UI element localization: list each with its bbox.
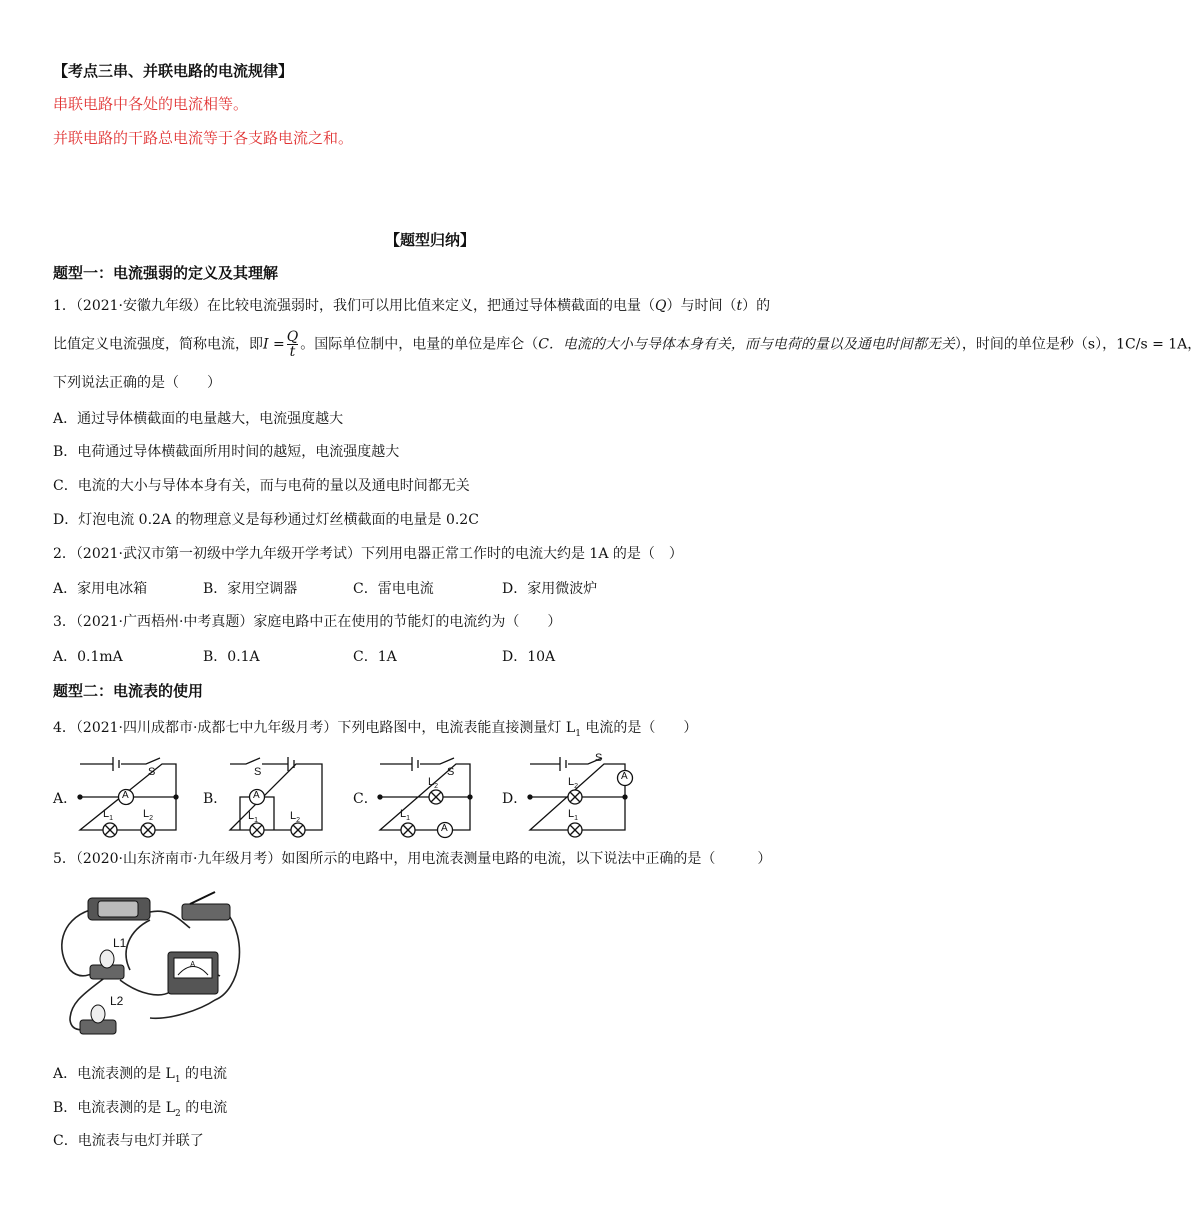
q5-option-b: B．电流表测的是 $L_2$ 的电流 bbox=[53, 1100, 228, 1119]
q1-line2: 比值定义电流强度，简称电流，即I = $\frac{Q}{t}$ 。国际单位制中，电量的单位是库仑（C．电流的大小与导体本身有关，而与电荷的量以及通电时间都无关），时间的单位是秒（s），1C/s = 1A， bbox=[53, 329, 1201, 360]
q3-option-b: B．0.1A bbox=[203, 649, 260, 665]
q3-stem: 3．（2021·广西梧州·中考真题）家庭电路中正在使用的节能灯的电流约为（ ） bbox=[53, 614, 562, 630]
q2-option-b: B．家用空调器 bbox=[203, 581, 298, 597]
q4-label-d: D． bbox=[502, 791, 528, 807]
series-rule: 串联电路中各处的电流相等。 bbox=[53, 95, 249, 113]
q4-label-a: A． bbox=[53, 791, 78, 807]
formula-fraction: $\frac{Q}{t}$ bbox=[286, 329, 299, 360]
q3-option-a: A．0.1mA bbox=[53, 649, 123, 665]
type1-title: 题型一：电流强弱的定义及其理解 bbox=[53, 264, 279, 282]
q4-label-b: B． bbox=[203, 791, 228, 807]
q1-line1: 1．（2021·安徽九年级）在比较电流强弱时，我们可以用比值来定义，把通过导体横截面的电量（Q）与时间（t）的 bbox=[53, 298, 771, 314]
q1-option-d: D．灯泡电流 0.2A 的物理意义是每秒通过灯丝横截面的电量是 0.2C bbox=[53, 512, 479, 528]
type2-title: 题型二：电流表的使用 bbox=[53, 682, 204, 700]
point3-title: 【考点三串、并联电路的电流规律】 bbox=[53, 62, 294, 80]
q5-stem: 5．（2020·山东济南市·九年级月考）如图所示的电路中，用电流表测量电路的电流，以下说法中正确的是（ ） bbox=[53, 851, 772, 867]
q5-option-c: C．电流表与电灯并联了 bbox=[53, 1133, 204, 1149]
q2-option-d: D．家用微波炉 bbox=[502, 581, 598, 597]
q1-option-c: C．电流的大小与导体本身有关，而与电荷的量以及通电时间都无关 bbox=[53, 478, 470, 494]
q1-option-b: B．电荷通过导体横截面所用时间的越短，电流强度越大 bbox=[53, 444, 400, 460]
section-title: 【题型归纳】 bbox=[384, 231, 475, 249]
q5-option-a: A．电流表测的是 $L_1$ 的电流 bbox=[53, 1066, 228, 1085]
q4-circuit-labels: S A $L_1$ $L_2$ S A $L_1$ $L_2$ S $L_2$ $L_1$ A S $L_2$ $L_1$ A bbox=[103, 752, 628, 834]
q2-stem: 2．（2021·武汉市第一初级中学九年级开学考试）下列用电器正常工作时的电流大约是 1A 的是（ ） bbox=[53, 546, 683, 562]
q2-option-c: C．雷电电流 bbox=[353, 581, 434, 597]
q2-option-a: A．家用电冰箱 bbox=[53, 581, 148, 597]
q1-option-a: A．通过导体横截面的电量越大，电流强度越大 bbox=[53, 411, 344, 427]
parallel-rule: 并联电路的干路总电流等于各支路电流之和。 bbox=[53, 129, 354, 147]
q4-stem: 4．（2021·四川成都市·成都七中九年级月考）下列电路图中，电流表能直接测量灯 $L_1$ 电流的是（ ） bbox=[53, 720, 698, 739]
q1-line3: 下列说法正确的是（ ） bbox=[53, 375, 221, 391]
q3-option-d: D．10A bbox=[502, 649, 556, 665]
q3-option-c: C．1A bbox=[353, 649, 397, 665]
q4-label-c: C． bbox=[353, 791, 378, 807]
q5-photo-labels: L1 L2 A bbox=[110, 936, 196, 1008]
